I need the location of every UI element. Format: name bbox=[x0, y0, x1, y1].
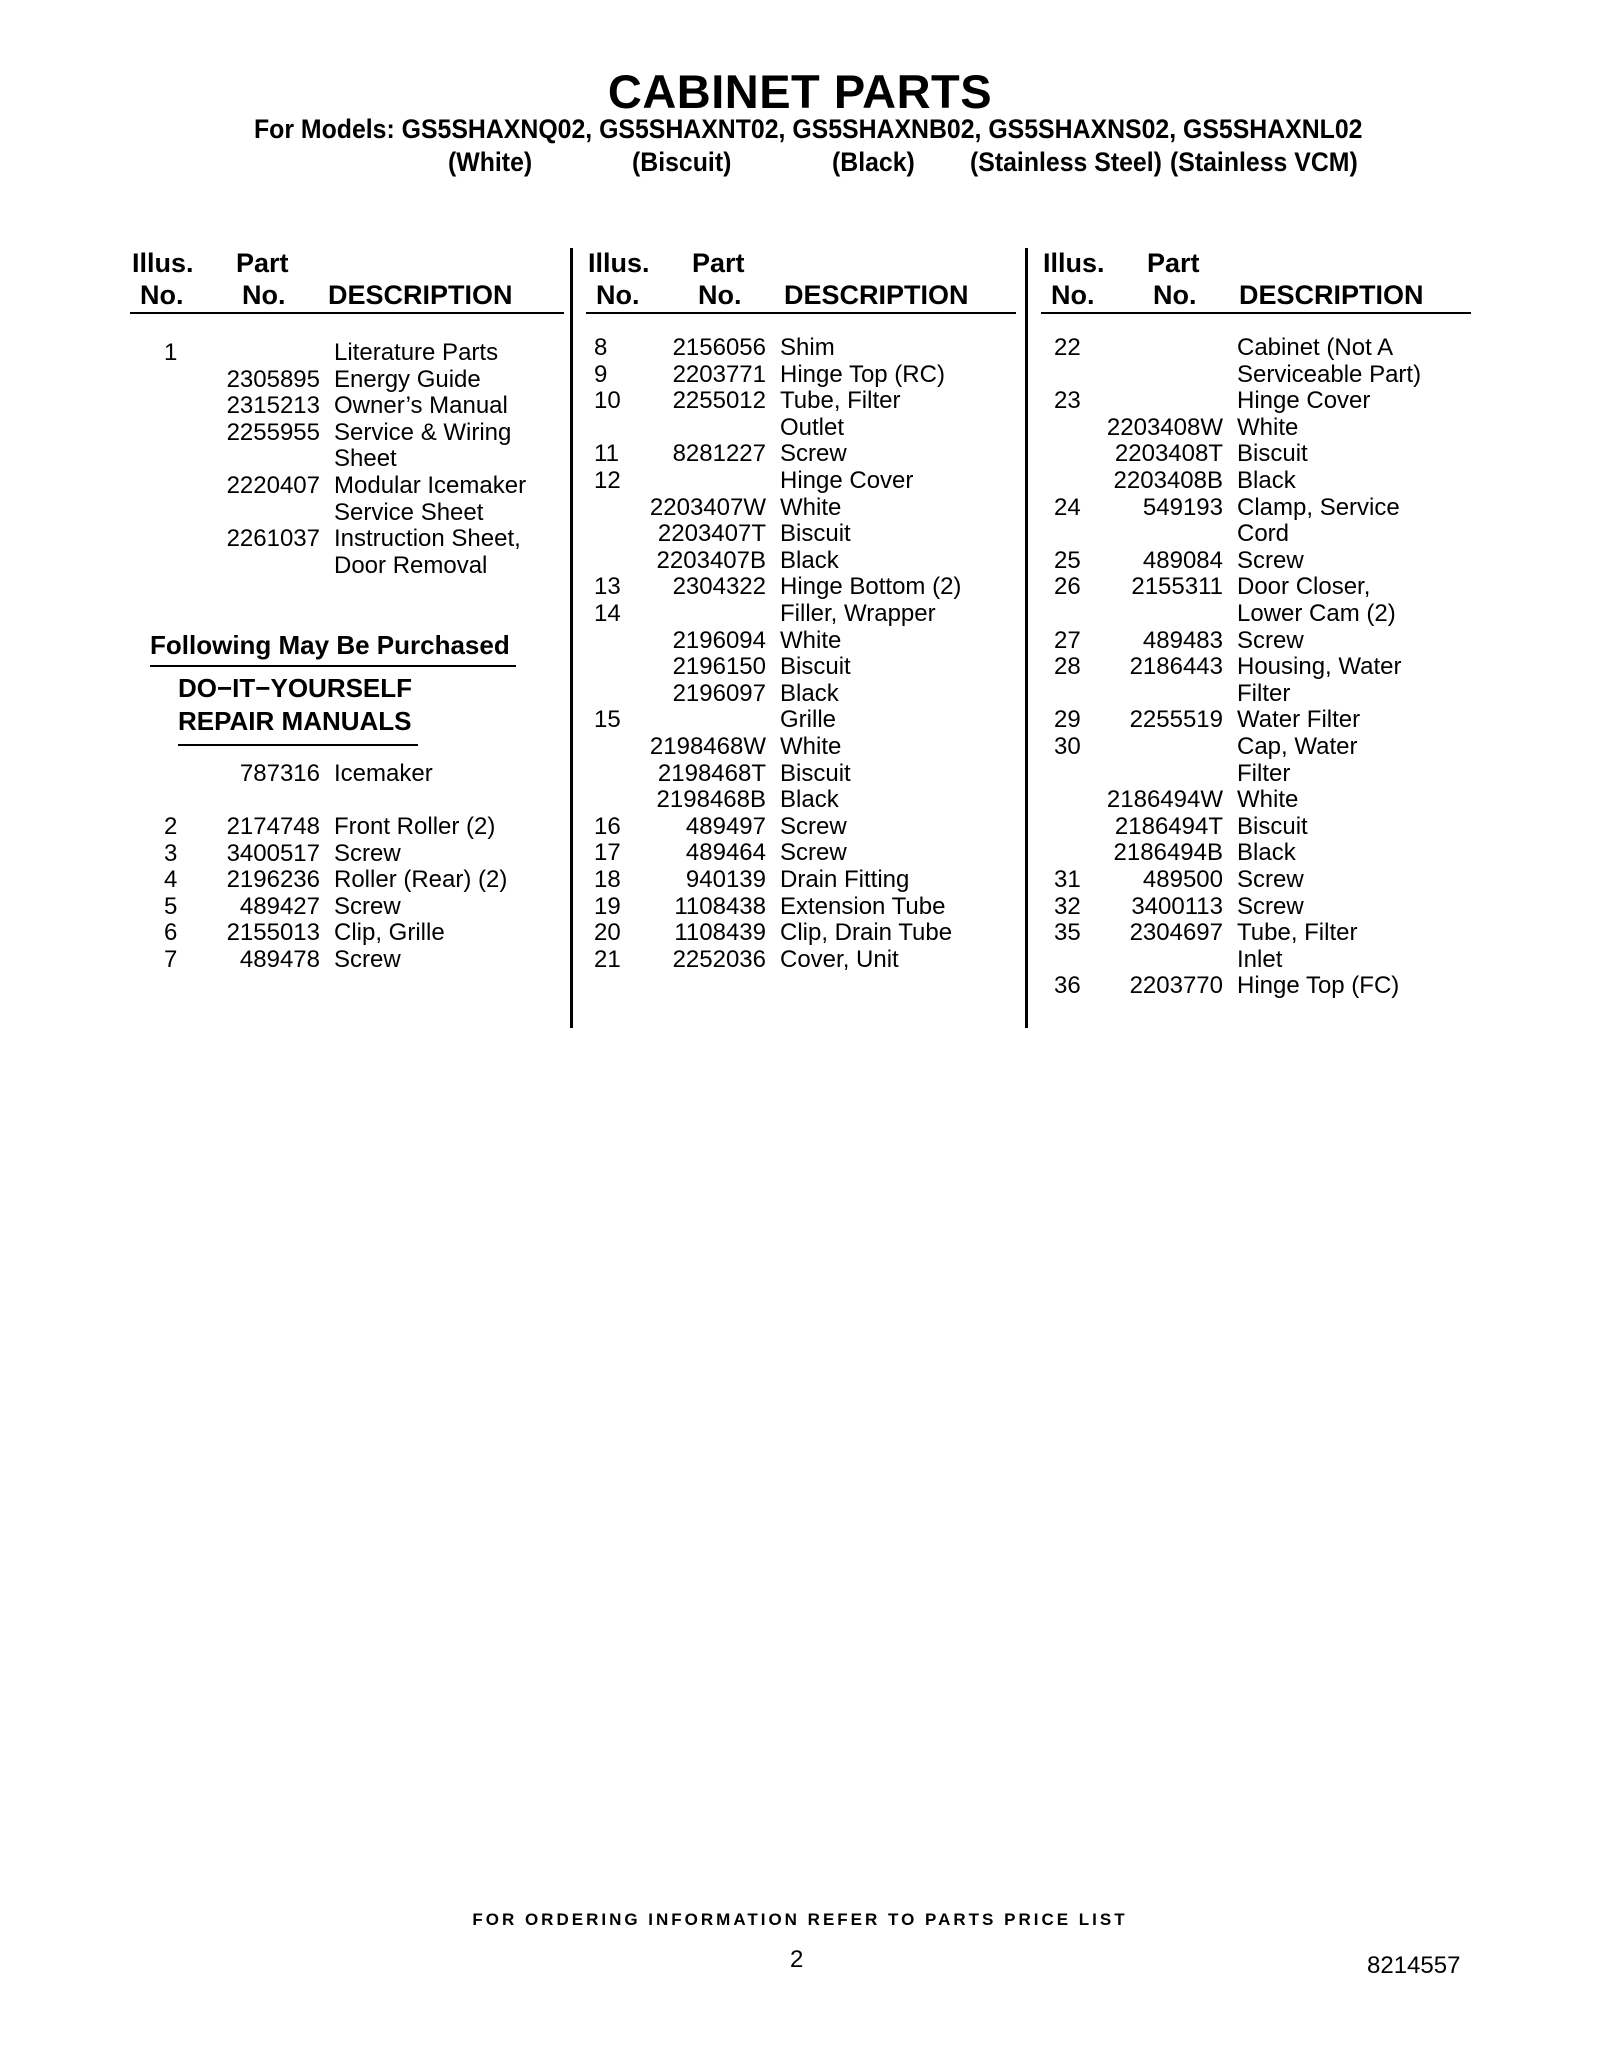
part-row bbox=[586, 361, 1016, 388]
part-row bbox=[130, 760, 564, 787]
part-description: Grille bbox=[780, 706, 837, 734]
part-row bbox=[1041, 520, 1471, 547]
part-description: Serviceable Part) bbox=[1237, 360, 1422, 388]
part-row bbox=[586, 706, 1016, 733]
part-row bbox=[1041, 440, 1471, 467]
ordering-info: FOR ORDERING INFORMATION REFER TO PARTS PRICE LIST bbox=[472, 1910, 1128, 1929]
part-row bbox=[586, 600, 1016, 627]
header-illus: Illus. bbox=[588, 248, 650, 278]
illus-number: 12 bbox=[594, 467, 621, 494]
illus-number: 29 bbox=[1054, 706, 1081, 734]
part-number: 2255012 bbox=[672, 387, 766, 415]
illus-number: 19 bbox=[594, 892, 621, 920]
part-number: 489427 bbox=[239, 892, 320, 920]
part-row bbox=[1041, 600, 1471, 627]
part-row bbox=[586, 573, 1016, 600]
illus-number: 9 bbox=[594, 360, 608, 388]
purchase-title: Following May Be Purchased bbox=[150, 630, 510, 660]
color-variants bbox=[0, 147, 1600, 181]
part-number: 2196094 bbox=[672, 626, 766, 654]
illus-number: 13 bbox=[594, 573, 621, 601]
part-description: Energy Guide bbox=[334, 365, 481, 393]
illus-number: 18 bbox=[594, 866, 621, 893]
illus-number: 27 bbox=[1054, 626, 1081, 654]
part-number: 2196236 bbox=[226, 866, 320, 894]
header-part: Part bbox=[1147, 248, 1200, 278]
part-description: Filler, Wrapper bbox=[780, 600, 936, 627]
page-title: CABINET PARTS bbox=[607, 65, 993, 118]
parts-column-2 bbox=[586, 246, 1016, 973]
part-number: 2186443 bbox=[1129, 653, 1223, 681]
part-description: Clamp, Service bbox=[1237, 493, 1400, 521]
part-description: Hinge Top (FC) bbox=[1237, 972, 1400, 1000]
document-number: 8214557 bbox=[1367, 1952, 1461, 1979]
part-number: 2304697 bbox=[1129, 919, 1223, 947]
part-description: Biscuit bbox=[780, 520, 851, 548]
part-row bbox=[1041, 706, 1471, 733]
part-description: Drain Fitting bbox=[780, 866, 910, 893]
part-row bbox=[586, 839, 1016, 866]
header-part-no: No. bbox=[242, 280, 286, 310]
part-row bbox=[586, 680, 1016, 707]
part-description: Outlet bbox=[780, 413, 845, 441]
color-black: (Black) bbox=[832, 147, 915, 177]
illus-number: 15 bbox=[594, 706, 621, 734]
part-description: Screw bbox=[1237, 892, 1304, 920]
part-number: 2220407 bbox=[226, 472, 320, 499]
part-row bbox=[130, 445, 564, 472]
part-row bbox=[1041, 972, 1471, 999]
part-number: 787316 bbox=[239, 760, 320, 787]
part-description: Tube, Filter bbox=[780, 387, 901, 415]
illus-number: 36 bbox=[1054, 972, 1081, 1000]
part-row bbox=[130, 339, 564, 366]
part-description: Tube, Filter bbox=[1237, 919, 1358, 947]
illus-number: 35 bbox=[1054, 919, 1081, 947]
part-description: Roller (Rear) (2) bbox=[334, 866, 508, 894]
part-row bbox=[586, 786, 1016, 813]
part-row bbox=[586, 946, 1016, 973]
part-number: 2203407W bbox=[649, 493, 766, 521]
part-description: Black bbox=[780, 679, 839, 707]
part-number: 2203771 bbox=[672, 360, 766, 388]
illus-number: 28 bbox=[1054, 653, 1081, 681]
part-number: 2203770 bbox=[1129, 972, 1223, 1000]
illus-number: 16 bbox=[594, 812, 621, 840]
illus-number: 8 bbox=[594, 334, 608, 361]
part-row bbox=[1041, 733, 1471, 760]
part-description: Screw bbox=[780, 812, 847, 840]
part-row bbox=[1041, 893, 1471, 920]
part-number: 940139 bbox=[685, 866, 766, 893]
part-number: 2261037 bbox=[226, 525, 320, 553]
part-row bbox=[1041, 414, 1471, 441]
part-description: Clip, Drain Tube bbox=[780, 919, 953, 947]
part-number: 489497 bbox=[685, 812, 766, 840]
part-row bbox=[586, 520, 1016, 547]
part-row bbox=[586, 547, 1016, 574]
part-description: Inlet bbox=[1237, 945, 1283, 973]
part-number: 2196150 bbox=[672, 653, 766, 681]
part-row bbox=[586, 919, 1016, 946]
color-stainless-vcm: (Stainless VCM) bbox=[1170, 147, 1358, 177]
column-divider-2 bbox=[1025, 248, 1028, 1028]
part-row bbox=[586, 414, 1016, 441]
header-part-no: No. bbox=[1153, 280, 1197, 310]
illus-number: 3 bbox=[164, 839, 178, 867]
part-description: Cover, Unit bbox=[780, 945, 899, 973]
header-illus-no: No. bbox=[596, 280, 640, 310]
part-number: 2203408W bbox=[1106, 413, 1223, 441]
part-number: 3400113 bbox=[1131, 892, 1223, 920]
illus-number: 1 bbox=[164, 339, 178, 366]
parts-column-1 bbox=[130, 246, 564, 579]
part-row bbox=[1041, 653, 1471, 680]
models-line: For Models: GS5SHAXNQ02, GS5SHAXNT02, GS5SHAXNB02, GS5SHAXNS02, GS5SHAXNL02 bbox=[254, 114, 1363, 144]
part-row bbox=[130, 893, 564, 920]
part-number: 489483 bbox=[1142, 626, 1223, 654]
part-number: 2203408T bbox=[1114, 440, 1223, 468]
part-description: Screw bbox=[334, 946, 401, 973]
part-description: Cord bbox=[1237, 520, 1290, 548]
part-description: Screw bbox=[1237, 626, 1304, 654]
part-number: 2196097 bbox=[672, 679, 766, 707]
part-row bbox=[130, 840, 564, 867]
part-number: 2315213 bbox=[226, 392, 320, 420]
part-number: 2186494T bbox=[1114, 812, 1223, 840]
part-row bbox=[1041, 494, 1471, 521]
part-row bbox=[130, 419, 564, 446]
part-description: Biscuit bbox=[780, 653, 851, 681]
part-row bbox=[130, 472, 564, 499]
part-number: 489500 bbox=[1142, 866, 1223, 893]
part-description: White bbox=[780, 626, 842, 654]
part-row bbox=[1041, 547, 1471, 574]
illus-number: 25 bbox=[1054, 546, 1081, 574]
part-row bbox=[586, 334, 1016, 361]
part-description: Black bbox=[1237, 839, 1296, 867]
part-description: Hinge Top (RC) bbox=[780, 360, 945, 388]
part-row bbox=[586, 733, 1016, 760]
part-description: Clip, Grille bbox=[334, 919, 445, 947]
header-illus-no: No. bbox=[140, 280, 184, 310]
illus-number: 6 bbox=[164, 919, 178, 947]
part-number: 1108439 bbox=[674, 919, 766, 947]
color-white: (White) bbox=[448, 147, 533, 177]
illus-number: 5 bbox=[164, 892, 178, 920]
illus-number: 21 bbox=[594, 945, 621, 973]
part-description: Door Removal bbox=[334, 551, 488, 579]
part-description: Door Closer, bbox=[1237, 573, 1371, 601]
part-number: 489464 bbox=[685, 839, 766, 867]
part-row bbox=[130, 525, 564, 552]
part-description: Screw bbox=[780, 440, 847, 468]
part-description: Black bbox=[780, 786, 839, 814]
part-number: 2155013 bbox=[226, 919, 320, 947]
illus-number: 20 bbox=[594, 919, 621, 947]
part-description: White bbox=[1237, 413, 1299, 441]
part-number: 2198468W bbox=[649, 733, 766, 760]
part-description: Cap, Water bbox=[1237, 733, 1358, 760]
part-row bbox=[1041, 786, 1471, 813]
part-number: 2198468B bbox=[656, 786, 766, 814]
part-number: 3400517 bbox=[226, 839, 320, 867]
part-row bbox=[586, 387, 1016, 414]
part-row bbox=[1041, 946, 1471, 973]
diy-divider bbox=[178, 744, 418, 746]
part-row bbox=[1041, 680, 1471, 707]
column-divider-1 bbox=[570, 248, 573, 1028]
part-description: Owner’s Manual bbox=[334, 392, 508, 420]
part-description: Lower Cam (2) bbox=[1237, 600, 1396, 627]
part-row bbox=[130, 919, 564, 946]
part-row bbox=[130, 499, 564, 526]
header-illus-no: No. bbox=[1051, 280, 1095, 310]
part-row bbox=[130, 366, 564, 393]
illus-number: 2 bbox=[164, 813, 178, 840]
part-row bbox=[586, 494, 1016, 521]
part-description: White bbox=[1237, 786, 1299, 814]
part-number: 2203407B bbox=[656, 546, 766, 574]
part-row bbox=[1041, 334, 1471, 361]
part-row bbox=[586, 760, 1016, 787]
part-row bbox=[586, 653, 1016, 680]
illus-number: 14 bbox=[594, 600, 621, 627]
header-part: Part bbox=[236, 248, 289, 278]
part-row bbox=[586, 440, 1016, 467]
part-number: 2252036 bbox=[672, 945, 766, 973]
part-description: Biscuit bbox=[780, 759, 851, 787]
part-description: Instruction Sheet, bbox=[334, 525, 521, 553]
part-description: Icemaker bbox=[334, 760, 433, 787]
page-number: 2 bbox=[790, 1946, 804, 1973]
part-description: Filter bbox=[1237, 759, 1291, 787]
purchase-divider bbox=[150, 665, 516, 667]
part-description: Screw bbox=[334, 892, 401, 920]
part-description: Water Filter bbox=[1237, 706, 1361, 734]
part-description: White bbox=[780, 733, 842, 760]
part-description: Sheet bbox=[334, 445, 397, 473]
part-number: 2156056 bbox=[672, 334, 766, 361]
part-description: Screw bbox=[1237, 866, 1304, 893]
part-description: Service & Wiring bbox=[334, 418, 512, 446]
part-number: 489478 bbox=[239, 946, 320, 973]
illus-number: 4 bbox=[164, 866, 178, 894]
part-description: Cabinet (Not A bbox=[1237, 334, 1394, 361]
illus-number: 30 bbox=[1054, 733, 1081, 760]
part-row bbox=[586, 813, 1016, 840]
part-row bbox=[1041, 361, 1471, 388]
part-description: Hinge Cover bbox=[1237, 387, 1371, 415]
part-row bbox=[1041, 919, 1471, 946]
color-biscuit: (Biscuit) bbox=[632, 147, 732, 177]
illus-number: 26 bbox=[1054, 573, 1081, 601]
part-row bbox=[1041, 573, 1471, 600]
part-row bbox=[1041, 387, 1471, 414]
part-description: Black bbox=[780, 546, 839, 574]
part-description: Front Roller (2) bbox=[334, 813, 496, 840]
illus-number: 10 bbox=[594, 387, 621, 415]
diy-title-line1: DO−IT−YOURSELF bbox=[178, 673, 413, 703]
part-description: Filter bbox=[1237, 679, 1291, 707]
part-description: Hinge Bottom (2) bbox=[780, 573, 962, 601]
part-number: 2304322 bbox=[672, 573, 766, 601]
illus-number: 24 bbox=[1054, 493, 1081, 521]
part-number: 2203408B bbox=[1113, 467, 1223, 494]
header-description: DESCRIPTION bbox=[784, 280, 969, 310]
column-header bbox=[130, 246, 564, 314]
header-illus: Illus. bbox=[132, 248, 194, 278]
diy-title-line2: REPAIR MANUALS bbox=[178, 706, 412, 736]
column-header bbox=[586, 246, 1016, 314]
part-number: 2186494W bbox=[1106, 786, 1223, 814]
part-description: Modular Icemaker bbox=[334, 472, 527, 499]
part-number: 8281227 bbox=[672, 440, 766, 468]
illus-number: 11 bbox=[594, 440, 619, 468]
header-description: DESCRIPTION bbox=[1239, 280, 1424, 310]
part-number: 2198468T bbox=[657, 759, 766, 787]
part-row bbox=[1041, 467, 1471, 494]
part-row bbox=[1041, 839, 1471, 866]
part-description: Extension Tube bbox=[780, 892, 946, 920]
part-number: 549193 bbox=[1142, 493, 1223, 521]
part-number: 2255955 bbox=[226, 418, 320, 446]
part-row bbox=[586, 627, 1016, 654]
illus-number: 23 bbox=[1054, 387, 1081, 415]
part-number: 2203407T bbox=[657, 520, 766, 548]
part-row bbox=[1041, 866, 1471, 893]
part-description: Housing, Water bbox=[1237, 653, 1402, 681]
part-row bbox=[1041, 813, 1471, 840]
part-row bbox=[586, 467, 1016, 494]
part-description: Black bbox=[1237, 467, 1296, 494]
part-number: 2255519 bbox=[1129, 706, 1223, 734]
part-row bbox=[130, 813, 564, 840]
parts-column-3 bbox=[1041, 246, 1471, 1000]
part-description: Biscuit bbox=[1237, 440, 1308, 468]
header-description: DESCRIPTION bbox=[328, 280, 513, 310]
part-row bbox=[1041, 627, 1471, 654]
illus-number: 22 bbox=[1054, 334, 1081, 361]
color-stainless-steel: (Stainless Steel) bbox=[970, 147, 1162, 177]
part-number: 1108438 bbox=[674, 892, 766, 920]
part-number: 489084 bbox=[1142, 546, 1223, 574]
column-header bbox=[1041, 246, 1471, 314]
part-row bbox=[130, 552, 564, 579]
part-row bbox=[130, 946, 564, 973]
illus-number: 31 bbox=[1054, 866, 1081, 893]
part-description: Screw bbox=[780, 839, 847, 867]
part-number: 2305895 bbox=[226, 365, 320, 393]
header-illus: Illus. bbox=[1043, 248, 1105, 278]
part-number: 2186494B bbox=[1113, 839, 1223, 867]
part-row bbox=[1041, 760, 1471, 787]
part-row bbox=[586, 866, 1016, 893]
part-description: Screw bbox=[334, 839, 401, 867]
part-description: Service Sheet bbox=[334, 498, 484, 526]
part-row bbox=[586, 893, 1016, 920]
part-row bbox=[130, 392, 564, 419]
part-row bbox=[130, 866, 564, 893]
part-description: Literature Parts bbox=[334, 339, 499, 366]
part-description: Hinge Cover bbox=[780, 467, 914, 494]
part-description: Biscuit bbox=[1237, 812, 1308, 840]
header-part-no: No. bbox=[698, 280, 742, 310]
part-description: Shim bbox=[780, 334, 835, 361]
illus-number: 17 bbox=[594, 839, 621, 867]
header-part: Part bbox=[692, 248, 745, 278]
part-number: 2174748 bbox=[226, 813, 320, 840]
illus-number: 7 bbox=[164, 946, 178, 973]
part-description: Screw bbox=[1237, 546, 1304, 574]
illus-number: 32 bbox=[1054, 892, 1081, 920]
part-description: White bbox=[780, 493, 842, 521]
part-number: 2155311 bbox=[1131, 573, 1223, 601]
